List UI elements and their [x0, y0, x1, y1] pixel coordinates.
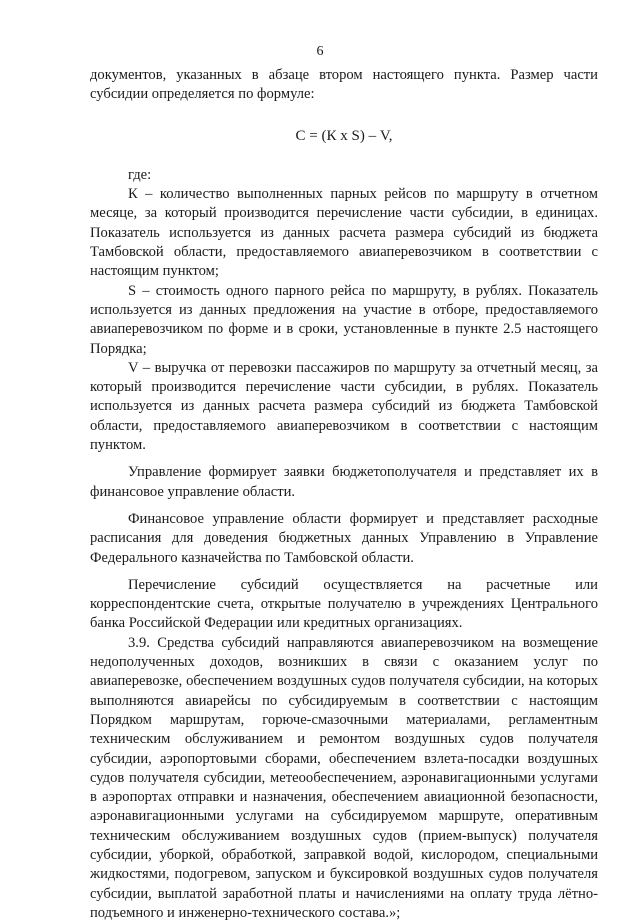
paragraph-intro: документов, указанных в абзаце втором настоящего пункта. Размер части субсидии определяется по формуле:	[90, 67, 598, 103]
document-body	[90, 66, 598, 923]
definition-k: К – количество выполненных парных рейсов по маршруту в отчетном месяце, за который производится перечисление части субсидии, в единицах. Показатель используется из данных расчета размера субсидий из бюджета Тамбовской области, предоставляемого авиаперевозчиком в соответствии с настоящим пунктом;	[90, 186, 598, 280]
clause-3-9: 3.9. Средства субсидий направляются авиаперевозчиком на возмещение недополученных доходов, возникших в связи с оказанием услуг по авиаперевозке, обеспечением воздушных судов получателя субсидии, на которых выполняются авиарейсы по субсидируемым в соответствии с настоящим Порядком маршрутам, горюче-смазочными материалами, регламентным техническим обслуживанием и ремонтом воздушных судов получателя субсидии, аэропортовыми сборами, обеспечением взлета-посадки воздушных судов получателя субсидии, метеообеспечением, аэронавигационными услугами в аэропортах отправки и назначения, обеспечением авиационной безопасности, аэронавигационными услугами на субсидируемом маршруте, оперативным техническим обслуживанием воздушных судов (прием-выпуск) получателя субсидии, уборкой, обработкой, заправкой водой, кислородом, специальными жидкостями, подогревом, запуском и буксировкой воздушных судов получателя субсидии, выплатой заработной платы и начислениями на оплату труда лётно-подъемного и инженерно-технического состава.»;	[90, 634, 598, 921]
definition-s: S – стоимость одного парного рейса по маршруту, в рублях. Показатель используется из данных предложения на участие в отборе, предоставляемого авиаперевозчиком по форме и в сроки, установленные в пункте 2.5 настоящего Порядка;	[90, 282, 598, 357]
definition-v: V – выручка от перевозки пассажиров по маршруту за отчетный месяц, за который производится перечисление части субсидии, в рублях. Показатель используется из данных расчета размера субсидий из бюджета Тамбовской области, предоставляемого авиаперевозчиком в соответствии с настоящим пунктом.	[90, 359, 598, 454]
paragraph-transfer: Перечисление субсидий осуществляется на расчетные или корреспондентские счета, открытые получателю в учреждениях Центрального банка Российской Федерации или кредитных организациях.	[90, 576, 598, 632]
subsidy-formula: С = (К х S) – V,	[295, 127, 393, 144]
paragraph-finance: Финансовое управление области формирует и представляет расходные расписания для доведения бюджетных данных Управлению в Управление Федерального казначейства по Тамбовской области.	[90, 510, 598, 566]
page-number: 6	[316, 44, 324, 59]
paragraph-management: Управление формирует заявки бюджетополучателя и представляет их в финансовое управление области.	[90, 464, 598, 500]
formula-where: где:	[128, 166, 152, 183]
